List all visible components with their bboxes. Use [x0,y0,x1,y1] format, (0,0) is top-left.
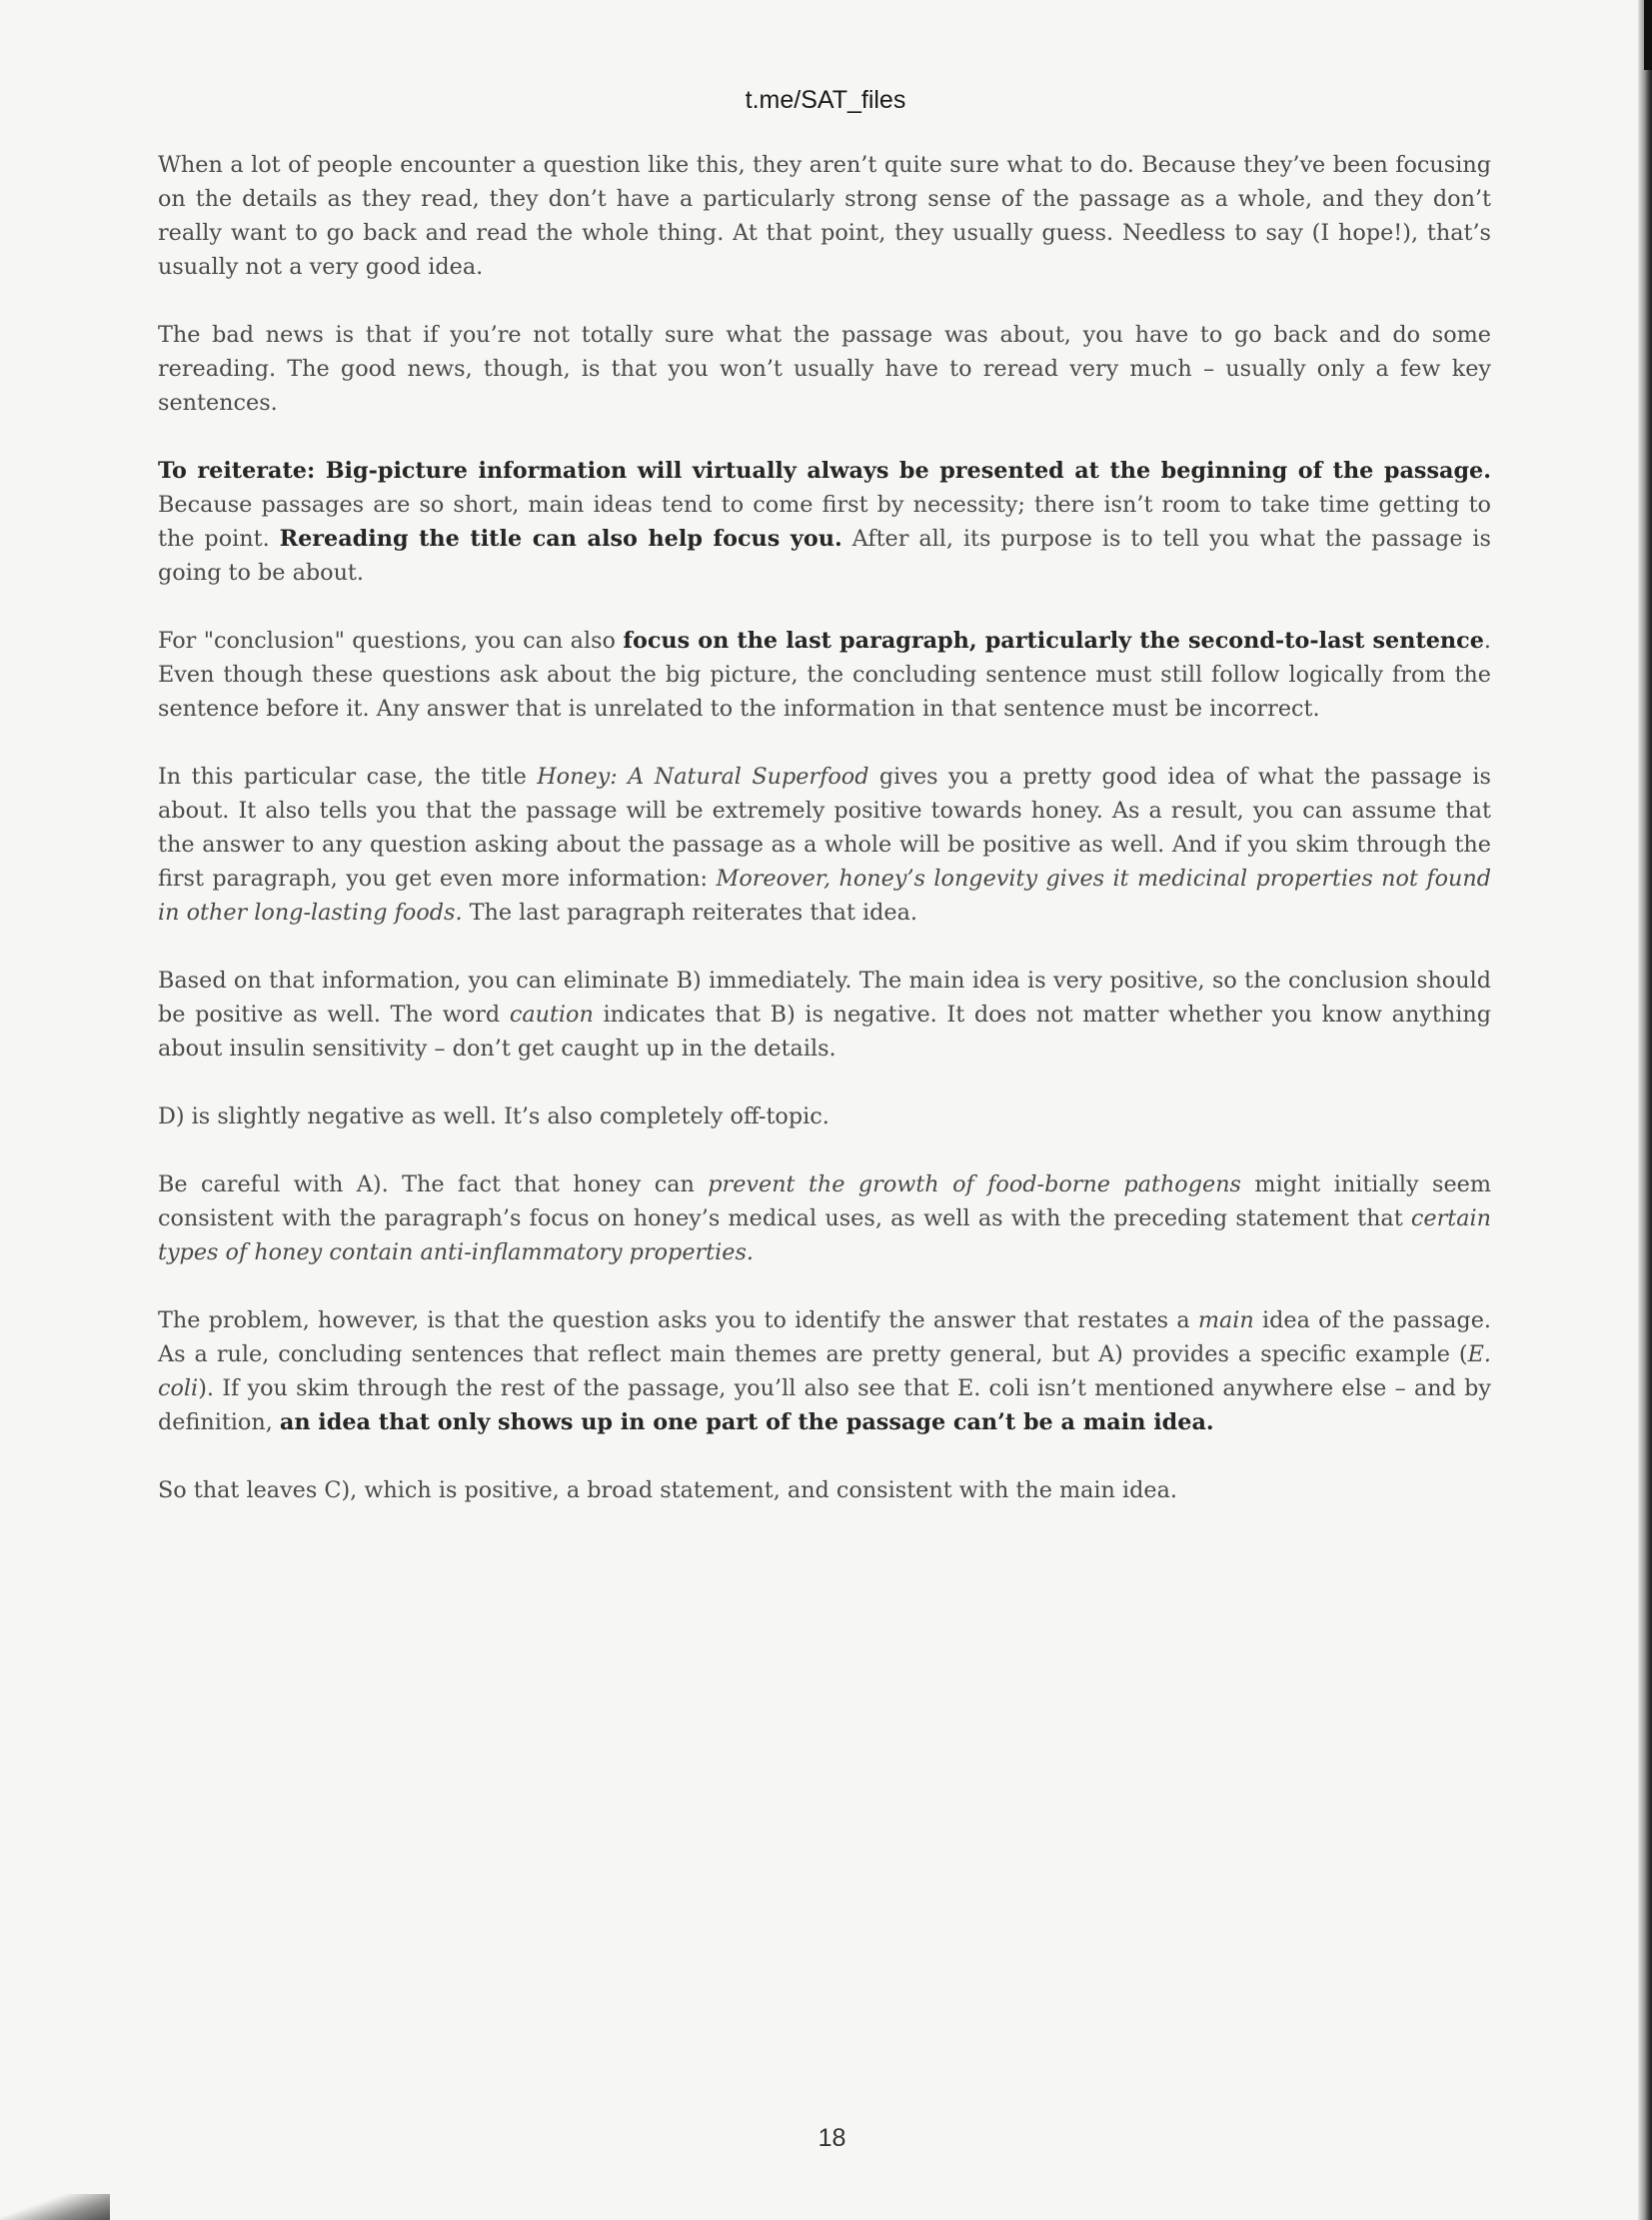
text-run: . Even though these questions ask about the big picture, the concluding sentence must still follow logically from the sentence before it. Any answer that is unrelated to the information in that sentence must be incorrect. [158,628,1492,722]
text-run: After all, its purpose is to tell you what the passage is going to be about. [158,526,1491,586]
paragraph-1: When a lot of people encounter a question like this, they aren’t quite sure what to do. Because they’ve been focusing on the details as they read, they don’t have a particularly strong sense of the passage as a whole, and they don’t really want to go back and read the whole thing. At that point, they usually guess. Needless to say (I hope!), that’s usually not a very good idea. [158,152,1491,280]
text-run: Based on that information, you can eliminate B) immediately. The main idea is very positive, so the conclusion should be positive as well. The word [158,968,1491,1028]
scan-edge-right [1638,0,1652,2220]
text-run: In this particular case, the title [158,764,538,790]
paragraph-9 [158,1303,1491,1439]
paragraph-7: D) is slightly negative as well. It’s also completely off-topic. [158,1104,829,1129]
italic-word: E. coli [158,1341,1491,1401]
text-run: The last paragraph reiterates that idea. [462,900,917,926]
bold-phrase: an idea that only shows up in one part of the passage can’t be a main idea. [279,1409,1214,1435]
scan-edge-top-mark [1644,0,1652,70]
text-run: might initially seem consistent with the paragraph’s focus on honey’s medical uses, as well as with the preceding statement that [158,1171,1491,1231]
italic-quote: certain types of honey contain anti-inflammatory properties. [158,1205,1491,1265]
paragraph-3 [158,454,1491,590]
text-run: ). If you skim through the rest of the passage, you’ll also see that E. coli isn’t mentioned anywhere else – and by definition, [158,1375,1491,1435]
scan-shadow-corner [0,2194,110,2220]
paragraph-8 [158,1167,1491,1269]
bold-phrase: focus on the last paragraph, particularly the second-to-last sentence [623,628,1484,654]
paragraph-4 [158,624,1491,726]
text-run: gives you a pretty good idea of what the passage is about. It also tells you that the passage will be extremely positive towards honey. As a result, you can assume that the answer to any question asking about the passage as a whole will be positive as well. And if you skim through the first paragraph, you get even more information: [158,764,1491,892]
italic-word: main [1197,1307,1254,1333]
page-number: 18 [818,2124,846,2152]
italic-quote: Moreover, honey’s longevity gives it medicinal properties not found in other long-lasting foods. [158,866,1491,926]
text-run: Be careful with A). The fact that honey can [158,1171,709,1197]
text-run: The problem, however, is that the question asks you to identify the answer that restates a [158,1307,1198,1333]
bold-phrase: To reiterate: Big-picture information will virtually always be presented at the beginning of the passage. [158,458,1491,484]
text-run: indicates that B) is negative. It does not matter whether you know anything about insulin sensitivity – don’t get caught up in the details. [158,1002,1492,1062]
italic-word: caution [509,1002,594,1028]
italic-title: Honey: A Natural Superfood [537,764,869,790]
source-link: t.me/SAT_files [745,86,906,114]
page-body [158,148,1491,1541]
text-run: Because passages are so short, main ideas tend to come first by necessity; there isn’t room to take time getting to the point. [158,492,1491,552]
italic-quote: prevent the growth of food-borne pathogens [708,1171,1241,1197]
text-run: For "conclusion" questions, you can also [158,628,624,654]
paragraph-5 [158,760,1491,930]
text-run: idea of the passage. As a rule, concluding sentences that reflect main themes are pretty general, but A) provides a specific example ( [158,1307,1491,1367]
bold-phrase: Rereading the title can also help focus you. [279,526,842,552]
paragraph-6 [158,964,1491,1066]
paragraph-10: So that leaves C), which is positive, a broad statement, and consistent with the main idea. [158,1477,1177,1503]
paragraph-2: The bad news is that if you’re not totally sure what the passage was about, you have to go back and do some rereading. The good news, though, is that you won’t usually have to reread very much – usually only a few key sentences. [158,322,1491,416]
